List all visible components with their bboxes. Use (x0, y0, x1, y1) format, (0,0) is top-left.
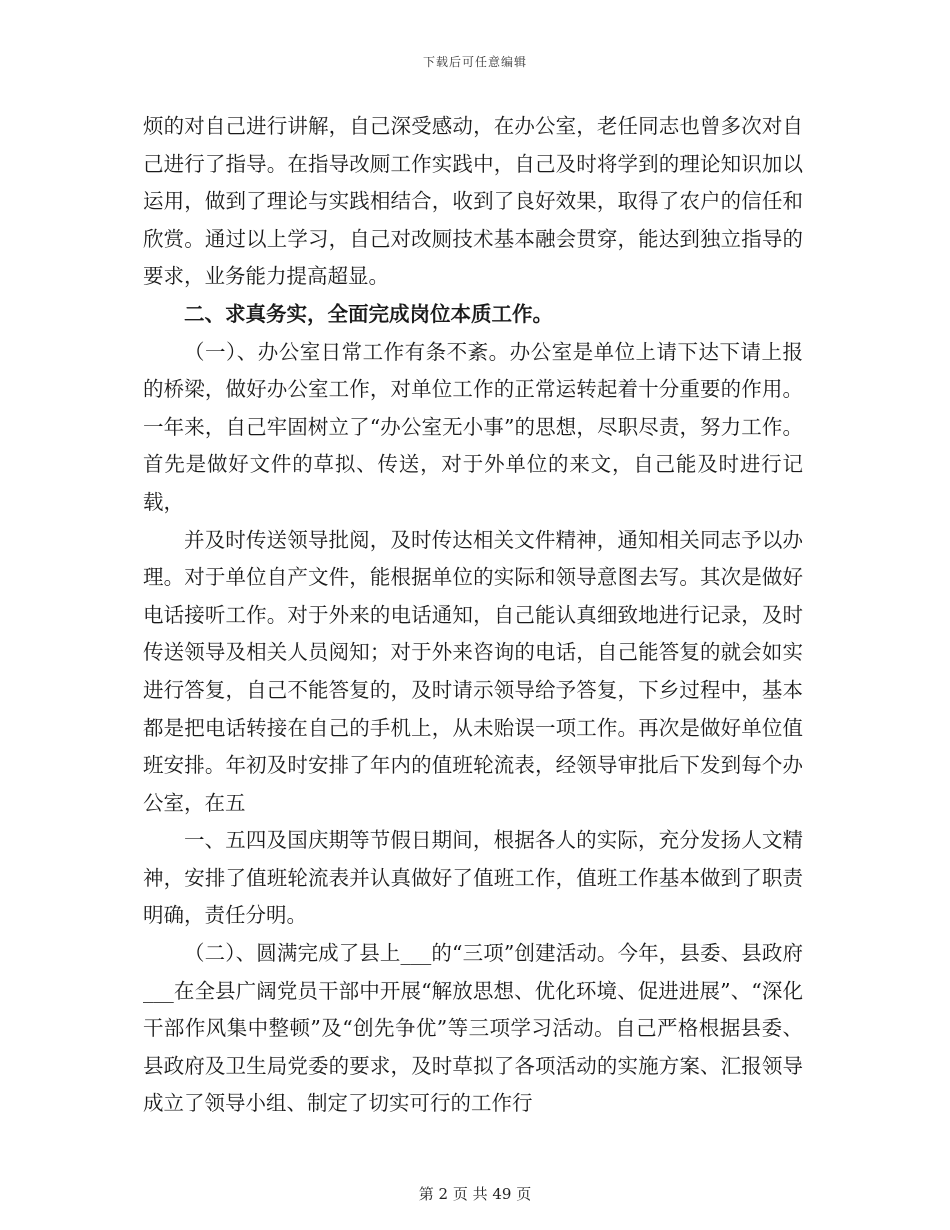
page-header: 下载后可任意编辑 (422, 55, 527, 69)
paragraph: 一、五四及国庆期等节假日期间，根据各人的实际，充分发扬人文精神，安排了值班轮流表并认真做好了值班工作，值班工作基本做到了职责明确，责任分明。 (143, 828, 803, 928)
section-heading: 二、求真务实，全面完成岗位本质工作。 (184, 301, 553, 326)
document-body (143, 108, 803, 1123)
page-footer: 第 2 页 共 49 页 (418, 1185, 532, 1203)
paragraph: （一）、办公室日常工作有条不紊。办公室是单位上请下达下请上报的桥梁，做好办公室工作，对单位工作的正常运转起着十分重要的作用。一年来，自己牢固树立了“办公室无小事”的思想，尽职尽责，努力工作。首先是做好文件的草拟、传送，对于外单位的来文，自己能及时进行记载， (143, 339, 803, 514)
paragraph: 并及时传送领导批阅，及时传达相关文件精神，通知相关同志予以办理。对于单位自产文件，能根据单位的实际和领导意图去写。其次是做好电话接听工作。对于外来的电话通知，自己能认真细致地进行记录，及时传送领导及相关人员阅知；对于外来咨询的电话，自己能答复的就会如实进行答复，自己不能答复的，及时请示领导给予答复，下乡过程中，基本都是把电话转接在自己的手机上，从未贻误一项工作。再次是做好单位值班安排。年初及时安排了年内的值班轮流表，经领导审批后下发到每个办公室，在五 (143, 527, 803, 815)
paragraph: （二）、圆满完成了县上___的“三项”创建活动。今年，县委、县政府___在全县广阔党员干部中开展“解放思想、优化环境、促进进展”、“深化干部作风集中整顿”及“创先争优”等三项学习活动。自己严格根据县委、县政府及卫生局党委的要求，及时草拟了各项活动的实施方案、汇报领导成立了领导小组、制定了切实可行的工作行 (143, 941, 803, 1116)
paragraph-continuation: 烦的对自己进行讲解，自己深受感动，在办公室，老任同志也曾多次对自己进行了指导。在指导改厕工作实践中，自己及时将学到的理论知识加以运用，做到了理论与实践相结合，收到了良好效果，取得了农户的信任和欣赏。通过以上学习，自己对改厕技术基本融会贯穿，能达到独立指导的要求，业务能力提高超显。 (143, 114, 803, 289)
